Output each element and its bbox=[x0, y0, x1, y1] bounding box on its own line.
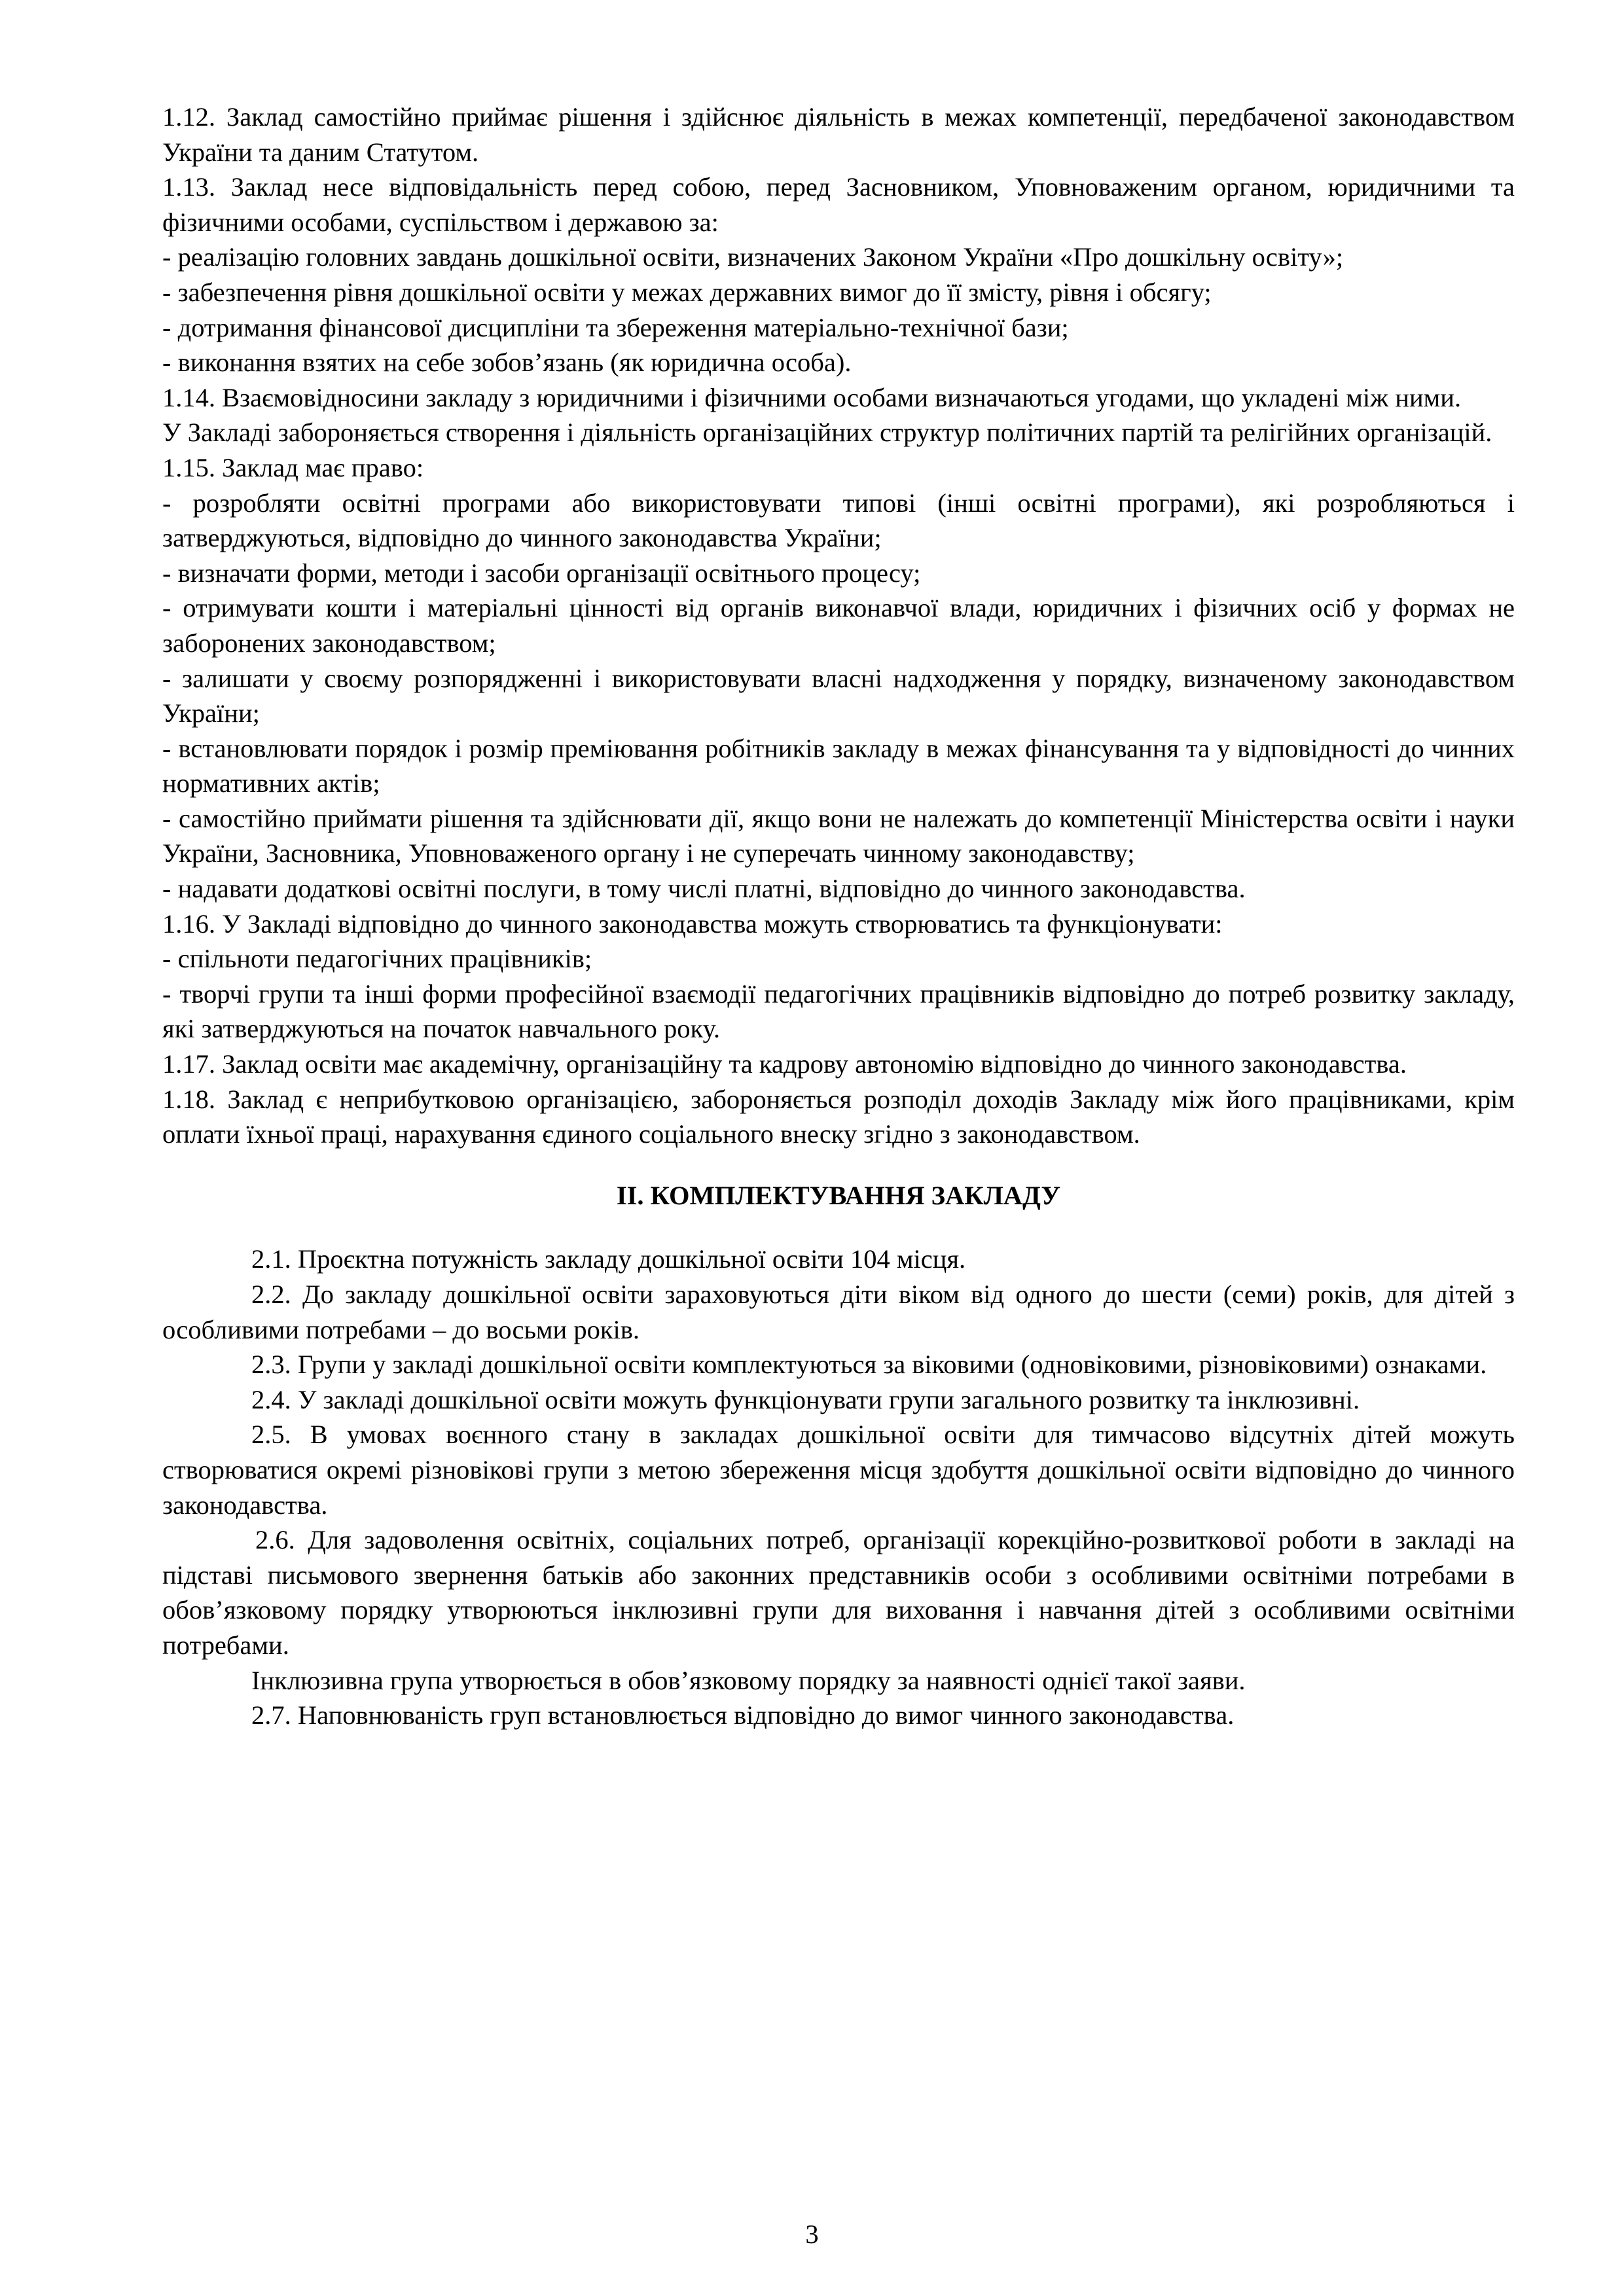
paragraph-1-15: 1.15. Заклад має право: bbox=[162, 452, 424, 482]
list-item: - творчі групи та інші форми професійної взаємодії педагогічних працівників відповідно до потреб розвитку закладу, які затверджуються на початок навчального року. bbox=[162, 978, 1515, 1044]
list-item: - спільноти педагогічних працівників; bbox=[162, 944, 592, 974]
list-item: - встановлювати порядок і розмір преміювання робітників закладу в межах фінансування та у відповідності до чинних нормативних актів; bbox=[162, 733, 1515, 798]
paragraph-2-6: 2.6. Для задоволення освітніх, соціальних потреб, організації корекційно-розвиткової роботи в закладі на підставі письмового звернення батьків або законних представників особи з особливими освітніми потребами в обов’язковому порядку утворюються інклюзивні групи для виховання і навчання дітей з особливими освітніми потребами. bbox=[162, 1525, 1515, 1660]
document-page bbox=[162, 99, 1515, 1733]
page-number: 3 bbox=[805, 2219, 819, 2249]
list-item: - забезпечення рівня дошкільної освіти у межах державних вимог до її змісту, рівня і обсягу; bbox=[162, 277, 1212, 307]
paragraph-1-17: 1.17. Заклад освіти має академічну, організаційну та кадрову автономію відповідно до чинного законодавства. bbox=[162, 1049, 1407, 1079]
paragraph-2-3: 2.3. Групи у закладі дошкільної освіти комплектуються за віковими (одновіковими, різновіковими) ознаками. bbox=[251, 1350, 1487, 1380]
list-item: - розробляти освітні програми або використовувати типові (інші освітні програми), які розробляються і затверджуються, відповідно до чинного законодавства України; bbox=[162, 488, 1515, 553]
paragraph-1-14: 1.14. Взаємовідносини закладу з юридичними і фізичними особами визначаються угодами, що укладені між ними. bbox=[162, 382, 1462, 412]
list-item: - залишати у своєму розпорядженні і використовувати власні надходження у порядку, визначеному законодавством України; bbox=[162, 663, 1515, 728]
paragraph-1-16: 1.16. У Закладі відповідно до чинного законодавства можуть створюватись та функціонувати: bbox=[162, 908, 1223, 939]
section-heading: ІІ. КОМПЛЕКТУВАННЯ ЗАКЛАДУ bbox=[616, 1180, 1061, 1210]
paragraph-1-18: 1.18. Заклад є неприбутковою організацією, забороняється розподіл доходів Закладу між його працівниками, крім оплати їхньої праці, нарахування єдиного соціального внеску згідно з законодавством. bbox=[162, 1084, 1515, 1149]
paragraph-1-12: 1.12. Заклад самостійно приймає рішення і здійснює діяльність в межах компетенції, передбаченої законодавством України та даним Статутом. bbox=[162, 102, 1515, 167]
list-item: - визначати форми, методи і засоби організації освітнього процесу; bbox=[162, 558, 921, 588]
paragraph-2-4: 2.4. У закладі дошкільної освіти можуть функціонувати групи загального розвитку та інклюзивні. bbox=[251, 1384, 1360, 1414]
list-item: - отримувати кошти і матеріальні цінності від органів виконавчої влади, юридичних і фізичних осіб у формах не заборонених законодавством; bbox=[162, 593, 1515, 658]
list-item: - самостійно приймати рішення та здійснювати дії, якщо вони не належать до компетенції Міністерства освіти і науки України, Засновника, Уповноваженого органу і не суперечать чинному законодавству; bbox=[162, 803, 1515, 869]
paragraph-2-2: 2.2. До закладу дошкільної освіти зараховуються діти віком від одного до шести (семи) років, для дітей з особливими потребами – до восьми років. bbox=[162, 1280, 1515, 1344]
list-item: - виконання взятих на себе зобов’язань (як юридична особа). bbox=[162, 348, 852, 378]
paragraph-2-7: 2.7. Наповнюваність груп встановлюється відповідно до вимог чинного законодавства. bbox=[251, 1700, 1235, 1731]
paragraph: У Закладі забороняється створення і діяльність організаційних структур політичних партій та релігійних організацій. bbox=[162, 418, 1492, 448]
paragraph-2-5: 2.5. В умовах воєнного стану в закладах дошкільної освіти для тимчасово відсутніх дітей можуть створюватися окремі різновікові групи з метою збереження місця здобуття дошкільної освіти відповідно до чинного законодавства. bbox=[162, 1420, 1515, 1520]
paragraph-2-1: 2.1. Проєктна потужність закладу дошкільної освіти 104 місця. bbox=[251, 1244, 966, 1274]
list-item: - реалізацію головних завдань дошкільної освіти, визначених Законом України «Про дошкільну освіту»; bbox=[162, 242, 1344, 272]
list-item: - дотримання фінансової дисципліни та збереження матеріально-технічної бази; bbox=[162, 312, 1069, 342]
paragraph: Інклюзивна група утворюється в обов’язковому порядку за наявності однієї такої заяви. bbox=[251, 1665, 1246, 1695]
list-item: - надавати додаткові освітні послуги, в тому числі платні, відповідно до чинного законодавства. bbox=[162, 874, 1246, 904]
paragraph-1-13: 1.13. Заклад несе відповідальність перед собою, перед Засновником, Уповноваженим органом, юридичними та фізичними особами, суспільством і державою за: bbox=[162, 172, 1515, 237]
